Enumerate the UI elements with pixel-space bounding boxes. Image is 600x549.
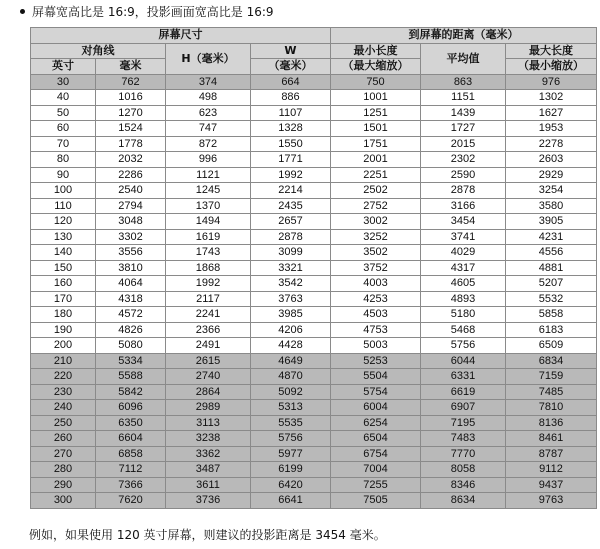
table-cell: 2603 (506, 152, 597, 168)
table-cell: 230 (31, 384, 96, 400)
table-cell: 1751 (331, 136, 421, 152)
table-row (31, 369, 597, 385)
table-cell: 5253 (331, 353, 421, 369)
table-cell: 1001 (331, 90, 421, 106)
table-cell: 2251 (331, 167, 421, 183)
table-cell: 5207 (506, 276, 597, 292)
table-cell: 5003 (331, 338, 421, 354)
table-row (31, 121, 597, 137)
table-cell: 40 (31, 90, 96, 106)
table-cell: 120 (31, 214, 96, 230)
table-row (31, 322, 597, 338)
table-cell: 374 (166, 74, 251, 90)
table-cell: 7195 (421, 415, 506, 431)
table-cell: 2117 (166, 291, 251, 307)
table-cell: 750 (331, 74, 421, 90)
table-cell: 1121 (166, 167, 251, 183)
table-cell: 5092 (251, 384, 331, 400)
table-cell: 1992 (251, 167, 331, 183)
table-cell: 2878 (421, 183, 506, 199)
table-cell: 5588 (96, 369, 166, 385)
table-cell: 1771 (251, 152, 331, 168)
table-row (31, 276, 597, 292)
table-cell: 1550 (251, 136, 331, 152)
table-row (31, 493, 597, 509)
table-cell: 2590 (421, 167, 506, 183)
table-cell: 3238 (166, 431, 251, 447)
table-cell: 240 (31, 400, 96, 416)
table-cell: 4649 (251, 353, 331, 369)
table-cell: 270 (31, 446, 96, 462)
table-cell: 4064 (96, 276, 166, 292)
table-cell: 1868 (166, 260, 251, 276)
header-max-length: 最大长度 (506, 43, 597, 59)
table-cell: 5334 (96, 353, 166, 369)
table-cell: 4003 (331, 276, 421, 292)
table-cell: 4893 (421, 291, 506, 307)
table-row (31, 198, 597, 214)
table-cell: 1743 (166, 245, 251, 261)
table-cell: 3166 (421, 198, 506, 214)
table-cell: 150 (31, 260, 96, 276)
table-cell: 1524 (96, 121, 166, 137)
table-cell: 4206 (251, 322, 331, 338)
table-row (31, 384, 597, 400)
bullet-dot-icon (20, 9, 25, 14)
table-cell: 110 (31, 198, 96, 214)
table-cell: 1494 (166, 214, 251, 230)
table-cell: 3048 (96, 214, 166, 230)
table-cell: 1302 (506, 90, 597, 106)
table-cell: 3254 (506, 183, 597, 199)
table-cell: 1245 (166, 183, 251, 199)
table-cell: 996 (166, 152, 251, 168)
table-cell: 1778 (96, 136, 166, 152)
table-row (31, 446, 597, 462)
table-row (31, 105, 597, 121)
table-cell: 4572 (96, 307, 166, 323)
table-row (31, 291, 597, 307)
table-cell: 5468 (421, 322, 506, 338)
table-cell: 5977 (251, 446, 331, 462)
table-cell: 3763 (251, 291, 331, 307)
table-cell: 7255 (331, 477, 421, 493)
table-cell: 5842 (96, 384, 166, 400)
table-cell: 7505 (331, 493, 421, 509)
table-cell: 9763 (506, 493, 597, 509)
table-cell: 6004 (331, 400, 421, 416)
table-cell: 130 (31, 229, 96, 245)
table-cell: 3905 (506, 214, 597, 230)
table-cell: 4605 (421, 276, 506, 292)
table-cell: 8634 (421, 493, 506, 509)
table-row (31, 214, 597, 230)
table-cell: 8136 (506, 415, 597, 431)
table-cell: 90 (31, 167, 96, 183)
table-cell: 6907 (421, 400, 506, 416)
table-cell: 2864 (166, 384, 251, 400)
table-cell: 1501 (331, 121, 421, 137)
table-cell: 170 (31, 291, 96, 307)
table-cell: 5535 (251, 415, 331, 431)
table-cell: 6504 (331, 431, 421, 447)
table-cell: 1251 (331, 105, 421, 121)
table-cell: 290 (31, 477, 96, 493)
table-cell: 1328 (251, 121, 331, 137)
table-cell: 7366 (96, 477, 166, 493)
table-cell: 1627 (506, 105, 597, 121)
table-cell: 7483 (421, 431, 506, 447)
table-cell: 210 (31, 353, 96, 369)
table-cell: 3002 (331, 214, 421, 230)
table-cell: 8787 (506, 446, 597, 462)
table-row (31, 415, 597, 431)
table-cell: 6604 (96, 431, 166, 447)
table-cell: 2366 (166, 322, 251, 338)
table-cell: 3580 (506, 198, 597, 214)
header-screen-size: 屏幕尺寸 (31, 28, 331, 44)
table-cell: 9437 (506, 477, 597, 493)
table-cell: 6254 (331, 415, 421, 431)
table-row (31, 307, 597, 323)
table-cell: 5756 (251, 431, 331, 447)
table-cell: 2302 (421, 152, 506, 168)
table-row (31, 260, 597, 276)
projection-distance-table (30, 27, 597, 509)
table-cell: 4556 (506, 245, 597, 261)
table-cell: 4881 (506, 260, 597, 276)
table-cell: 8346 (421, 477, 506, 493)
table-cell: 2032 (96, 152, 166, 168)
table-cell: 1370 (166, 198, 251, 214)
table-cell: 872 (166, 136, 251, 152)
table-cell: 4753 (331, 322, 421, 338)
table-cell: 260 (31, 431, 96, 447)
table-cell: 2657 (251, 214, 331, 230)
table-cell: 7004 (331, 462, 421, 478)
table-cell: 5754 (331, 384, 421, 400)
table-cell: 664 (251, 74, 331, 90)
table-cell: 4317 (421, 260, 506, 276)
table-row (31, 477, 597, 493)
table-cell: 2435 (251, 198, 331, 214)
table-cell: 2929 (506, 167, 597, 183)
table-cell: 3985 (251, 307, 331, 323)
table-cell: 6641 (251, 493, 331, 509)
table-cell: 5858 (506, 307, 597, 323)
table-row (31, 136, 597, 152)
header-min-zoom: （最小缩放） (506, 59, 597, 75)
table-cell: 60 (31, 121, 96, 137)
table-cell: 5504 (331, 369, 421, 385)
table-cell: 3752 (331, 260, 421, 276)
table-row (31, 167, 597, 183)
header-h-mm: H（毫米） (166, 43, 251, 74)
table-cell: 4029 (421, 245, 506, 261)
table-cell: 3099 (251, 245, 331, 261)
table-cell: 1953 (506, 121, 597, 137)
table-cell: 2878 (251, 229, 331, 245)
table-row (31, 229, 597, 245)
header-diagonal: 对角线 (31, 43, 166, 59)
table-cell: 1619 (166, 229, 251, 245)
table-cell: 1107 (251, 105, 331, 121)
table-cell: 280 (31, 462, 96, 478)
table-cell: 7485 (506, 384, 597, 400)
table-cell: 3556 (96, 245, 166, 261)
header-w: W (251, 43, 331, 59)
table-cell: 2286 (96, 167, 166, 183)
intro-bullet (20, 4, 274, 20)
table-cell: 160 (31, 276, 96, 292)
table-cell: 2540 (96, 183, 166, 199)
table-cell: 1439 (421, 105, 506, 121)
header-min-length: 最小长度 (331, 43, 421, 59)
table-cell: 6199 (251, 462, 331, 478)
table-cell: 7159 (506, 369, 597, 385)
table-cell: 2989 (166, 400, 251, 416)
table-cell: 1270 (96, 105, 166, 121)
header-mm: 毫米 (96, 59, 166, 75)
table-cell: 2740 (166, 369, 251, 385)
table-cell: 220 (31, 369, 96, 385)
table-row (31, 338, 597, 354)
table-cell: 2214 (251, 183, 331, 199)
table-cell: 6350 (96, 415, 166, 431)
table-cell: 1727 (421, 121, 506, 137)
table-cell: 5313 (251, 400, 331, 416)
table-cell: 6044 (421, 353, 506, 369)
table-cell: 50 (31, 105, 96, 121)
table-cell: 7770 (421, 446, 506, 462)
table-cell: 3542 (251, 276, 331, 292)
table-row (31, 183, 597, 199)
table-cell: 3362 (166, 446, 251, 462)
table-cell: 1016 (96, 90, 166, 106)
table-cell: 4428 (251, 338, 331, 354)
header-w-unit: （毫米） (251, 59, 331, 75)
header-average: 平均值 (421, 43, 506, 74)
table-cell: 140 (31, 245, 96, 261)
table-cell: 4318 (96, 291, 166, 307)
table-cell: 6331 (421, 369, 506, 385)
footer-note: 例如，如果使用 120 英寸屏幕，则建议的投影距离是 3454 毫米。 (29, 528, 386, 542)
table-row (31, 245, 597, 261)
table-cell: 30 (31, 74, 96, 90)
table-cell: 4870 (251, 369, 331, 385)
table-cell: 6619 (421, 384, 506, 400)
table-row (31, 74, 597, 90)
header-inch: 英寸 (31, 59, 96, 75)
header-max-zoom: （最大缩放） (331, 59, 421, 75)
table-cell: 2015 (421, 136, 506, 152)
table-cell: 2502 (331, 183, 421, 199)
table-cell: 3302 (96, 229, 166, 245)
table-cell: 7810 (506, 400, 597, 416)
table-cell: 80 (31, 152, 96, 168)
table-row (31, 431, 597, 447)
table-cell: 4826 (96, 322, 166, 338)
table-cell: 200 (31, 338, 96, 354)
table-cell: 3321 (251, 260, 331, 276)
table-cell: 2615 (166, 353, 251, 369)
table-cell: 190 (31, 322, 96, 338)
table-cell: 5080 (96, 338, 166, 354)
table-cell: 6183 (506, 322, 597, 338)
table-row (31, 152, 597, 168)
table-cell: 6420 (251, 477, 331, 493)
table-cell: 623 (166, 105, 251, 121)
table-cell: 3487 (166, 462, 251, 478)
table-cell: 250 (31, 415, 96, 431)
table-cell: 6509 (506, 338, 597, 354)
table-cell: 2752 (331, 198, 421, 214)
table-cell: 4253 (331, 291, 421, 307)
table-cell: 3113 (166, 415, 251, 431)
table-cell: 7620 (96, 493, 166, 509)
table-cell: 6754 (331, 446, 421, 462)
table-cell: 3454 (421, 214, 506, 230)
table-cell: 3736 (166, 493, 251, 509)
table-cell: 4503 (331, 307, 421, 323)
table-cell: 6834 (506, 353, 597, 369)
table-cell: 1992 (166, 276, 251, 292)
table-cell: 5532 (506, 291, 597, 307)
table-cell: 2001 (331, 152, 421, 168)
table-cell: 3252 (331, 229, 421, 245)
header-distance: 到屏幕的距离（毫米） (331, 28, 597, 44)
table-cell: 886 (251, 90, 331, 106)
table-cell: 8461 (506, 431, 597, 447)
table-row (31, 462, 597, 478)
table-cell: 2794 (96, 198, 166, 214)
table-cell: 300 (31, 493, 96, 509)
table-cell: 180 (31, 307, 96, 323)
table-cell: 1151 (421, 90, 506, 106)
table-cell: 2278 (506, 136, 597, 152)
table-row (31, 400, 597, 416)
table-cell: 863 (421, 74, 506, 90)
table-cell: 7112 (96, 462, 166, 478)
table-body (31, 74, 597, 508)
table-cell: 747 (166, 121, 251, 137)
table-cell: 3502 (331, 245, 421, 261)
table-cell: 5180 (421, 307, 506, 323)
table-cell: 3611 (166, 477, 251, 493)
intro-text: 屏幕宽高比是 16:9，投影画面宽高比是 16:9 (32, 5, 274, 19)
table-cell: 6858 (96, 446, 166, 462)
table-cell: 3810 (96, 260, 166, 276)
table-row (31, 90, 597, 106)
table-cell: 3741 (421, 229, 506, 245)
table-cell: 4231 (506, 229, 597, 245)
table-cell: 100 (31, 183, 96, 199)
table-cell: 9112 (506, 462, 597, 478)
table-cell: 976 (506, 74, 597, 90)
table-cell: 5756 (421, 338, 506, 354)
table-cell: 762 (96, 74, 166, 90)
table-cell: 2241 (166, 307, 251, 323)
table-row (31, 353, 597, 369)
table-cell: 8058 (421, 462, 506, 478)
table-cell: 498 (166, 90, 251, 106)
table-cell: 6096 (96, 400, 166, 416)
table-cell: 70 (31, 136, 96, 152)
table-cell: 2491 (166, 338, 251, 354)
